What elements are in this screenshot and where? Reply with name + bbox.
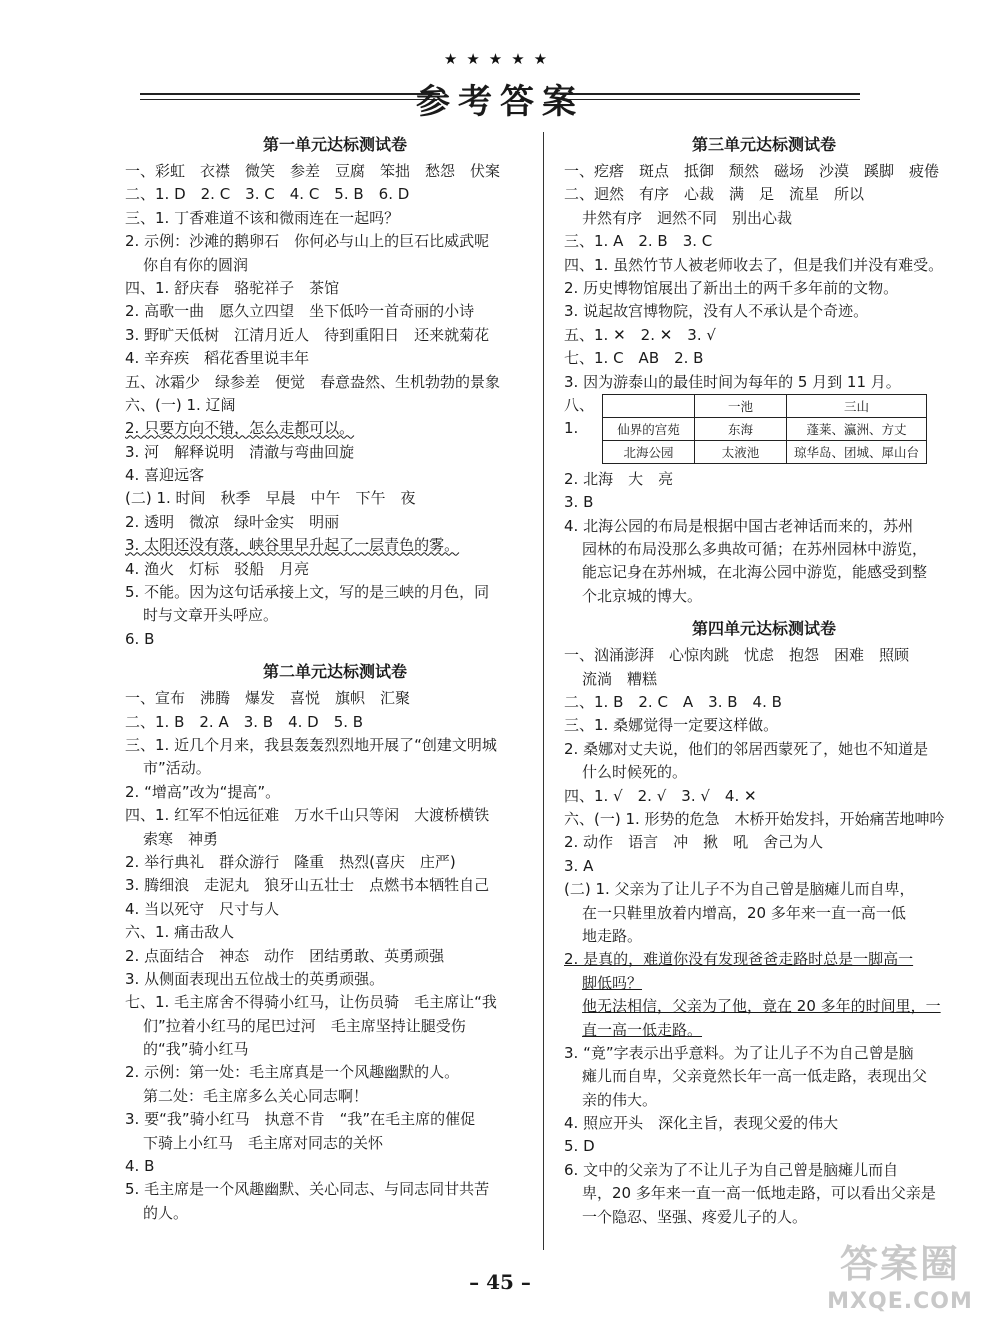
answer-line: 七、1. 毛主席舍不得骑小红马，让伤员骑 毛主席让“我: [125, 993, 497, 1012]
answer-line: 5. 毛主席是一个风趣幽默、关心同志、与同志同甘共苦: [125, 1180, 490, 1199]
answer-line: 5. D: [564, 1137, 595, 1156]
answer-line: 三、1. A 2. B 3. C: [564, 232, 713, 251]
answer-line: 2. 北海 大 亮: [564, 469, 674, 488]
answer-line: 2. 点面结合 神态 动作 团结勇敢、英勇顽强: [125, 946, 445, 965]
answer-line: 索寒 神勇: [143, 829, 219, 848]
answer-line: 3. B: [564, 493, 594, 512]
answer-line: 2. “增高”改为“提高”。: [125, 782, 281, 801]
answer-line: 园林的布局没那么多典故可循；在苏州园林中游览，: [582, 540, 928, 559]
answer-table: [602, 394, 927, 464]
right-column: [564, 130, 964, 1229]
watermark-text: 答案圈: [839, 1242, 960, 1286]
answer-line: 流淌 糟糕: [582, 669, 658, 688]
table-cell: [603, 394, 695, 417]
answer-line: 二、1. D 2. C 3. C 4. C 5. B 6. D: [125, 185, 410, 204]
answer-line: 3. A: [564, 856, 594, 875]
section-title-unit1: 第一单元达标测试卷: [262, 135, 407, 154]
answer-line: 卑，20 多年来一直一高一低地走路，可以看出父亲是: [582, 1184, 936, 1203]
answer-line: 2. 透明 微凉 绿叶金实 明丽: [125, 512, 340, 531]
answer-line: 2. 举行典礼 群众游行 隆重 热烈(喜庆 庄严): [125, 852, 456, 871]
table-cell: 一池: [695, 394, 787, 417]
answer-line: 3. 从侧面表现出五位战士的英勇顽强。: [125, 969, 385, 988]
answer-line: 5. 不能。因为这句话承接上文，写的是三峡的月色，同: [125, 583, 490, 602]
watermark-domain: MXQE.COM: [827, 1289, 973, 1314]
answer-line: 4. 喜迎远客: [125, 466, 205, 485]
answer-line: 六、1. 痛击敌人: [125, 923, 235, 942]
answer-line: 地走路。: [582, 926, 643, 945]
answer-line: 四、1. 舒庆春 骆驼祥子 茶馆: [125, 278, 340, 297]
answer-line: 四、1. 红军不怕远征难 万水千山只等闲 大渡桥横铁: [125, 806, 490, 825]
answer-line: 2. 动作 语言 冲 揪 吼 舍己为人: [564, 833, 824, 852]
answer-line: 二、迥然 有序 心裁 满 足 流星 所以: [564, 185, 865, 204]
answer-line: 4. B: [125, 1157, 155, 1176]
answer-line: 4. 照应开头 深化主旨，表现父爱的伟大: [564, 1114, 839, 1133]
answer-line: (二) 1. 父亲为了让儿子不为自己曾是脑瘫儿而自卑，: [564, 880, 915, 899]
answer-line: 二、1. B 2. C A 3. B 4. B: [564, 693, 782, 712]
answer-line: 七、1. C AB 2. B: [564, 349, 704, 368]
answer-line: 4. 渔火 灯标 驳船 月亮: [125, 559, 310, 578]
table-cell: 琼华岛、团城、犀山台: [787, 440, 927, 463]
answer-line: 一、彩虹 衣襟 微笑 参差 豆腐 笨拙 愁怨 伏案: [125, 162, 501, 180]
answer-line: 4. 辛弃疾 稻花香里说丰年: [125, 349, 310, 368]
watermark-logo: [820, 1240, 980, 1330]
answer-line: 时与文章开头呼应。: [143, 606, 279, 625]
answer-line: 你自有你的圆润: [143, 255, 249, 274]
answer-line: 3. 说起故宫博物院，没有人不承认是个奇迹。: [564, 302, 869, 321]
answer-line: 三、1. 近几个月来，我县轰轰烈烈地开展了“创建文明城: [125, 735, 497, 754]
answer-line: 2. 示例：第一处：毛主席真是一个风趣幽默的人。: [125, 1063, 460, 1082]
answer-line-underlined: 直一高一低走路。: [582, 1020, 703, 1039]
page-header: [140, 74, 860, 120]
answer-line: 3. “竟”字表示出乎意料。为了让儿子不为自己曾是脑: [564, 1043, 914, 1062]
answer-table-row: [564, 394, 964, 464]
answer-line: (二) 1. 时间 秋季 早晨 中午 下午 夜: [125, 489, 416, 508]
table-cell: 三山: [787, 394, 927, 417]
answer-line: 3. 河 解释说明 清澈与弯曲回旋: [125, 442, 355, 461]
table-cell: 东海: [695, 417, 787, 440]
answer-line-underlined: 3. 太阳还没有落，峡谷里早升起了一层青色的雾。: [125, 536, 460, 555]
answer-line: 一、疙瘩 斑点 抵御 颓然 磁场 沙漠 蹊脚 疲倦: [564, 162, 940, 180]
answer-line: 的“我”骑小红马: [143, 1040, 249, 1059]
answer-line: 二、1. B 2. A 3. B 4. D 5. B: [125, 712, 364, 731]
answer-line: 2. 高歌一曲 愿久立四望 坐下低吟一首奇丽的小诗: [125, 302, 475, 321]
decorative-stars: ★★★★★: [443, 50, 557, 68]
answer-line: 四、1. 虽然竹节人被老师收去了，但是我们并没有难受。: [564, 255, 944, 274]
answer-line: 五、冰霜少 绿参差 便觉 春意盎然、生机勃勃的景象: [125, 372, 501, 391]
answer-line: 3. 因为游泰山的最佳时间为每年的 5 月到 11 月。: [564, 372, 901, 391]
answer-line: 瘫儿而自卑，父亲竟然长年一高一低走路，表现出父: [582, 1067, 928, 1086]
answer-line-underlined: 2. 是真的，难道你没有发现爸爸走路时总是一脚高一: [564, 950, 914, 969]
answer-line: 个北京城的博大。: [582, 586, 703, 605]
section-title-unit3: 第三单元达标测试卷: [691, 135, 836, 154]
answer-line-underlined: 2. 只要方向不错，怎么走都可以。: [125, 419, 355, 438]
answer-line: 一、宣布 沸腾 爆发 喜悦 旗帜 汇聚: [125, 689, 411, 708]
answer-line: 市”活动。: [143, 759, 211, 778]
answer-line: 3. 野旷天低树 江清月近人 待到重阳日 还来就菊花: [125, 325, 490, 344]
answer-line: 2. 历史博物馆展出了新出土的两千多年前的文物。: [564, 278, 899, 297]
answer-line: 2. 桑娜对丈夫说，他们的邻居西蒙死了，她也不知道是: [564, 739, 929, 758]
table-lead-label: 八、1.: [564, 395, 595, 437]
answer-line: 第二处：毛主席多么关心同志啊！: [143, 1086, 369, 1105]
answer-line: 三、1. 丁香难道不该和微雨连在一起吗？: [125, 208, 400, 227]
answer-line: 6. 文中的父亲为了不让儿子为自己曾是脑瘫儿而自: [564, 1160, 899, 1179]
answer-line: 4. 北海公园的布局是根据中国古老神话而来的，苏州: [564, 516, 914, 535]
answer-line: 五、1. ✕ 2. ✕ 3. √: [564, 325, 716, 344]
answer-line: 什么时候死的。: [582, 763, 688, 782]
table-cell: 太液池: [695, 440, 787, 463]
answer-line: 六、(一) 1. 辽阔: [125, 395, 236, 414]
answer-line: 能忘记身在苏州城，在北海公园中游览，能感受到整: [582, 563, 928, 582]
page-title: 参考答案: [416, 82, 584, 122]
answer-line: 三、1. 桑娜觉得一定要这样做。: [564, 716, 779, 735]
answer-line: 一个隐忍、坚强、疼爱儿子的人。: [582, 1207, 808, 1226]
table-cell: 仙界的宫苑: [603, 417, 695, 440]
section-title-unit4: 第四单元达标测试卷: [691, 619, 836, 639]
answer-line: 3. 腾细浪 走泥丸 狼牙山五壮士 点燃书本牺牲自己: [125, 876, 490, 895]
answer-line: 井然有序 迥然不同 别出心裁: [582, 208, 793, 227]
answer-line: 六、(一) 1. 形势的危急 木桥开始发抖，开始痛苦地呻吟: [564, 809, 945, 828]
answer-line: 四、1. √ 2. √ 3. √ 4. ✕: [564, 786, 757, 805]
answer-line-underlined: 脚低吗？: [582, 973, 643, 992]
section-title-unit2: 第二单元达标测试卷: [262, 662, 407, 682]
answer-line: 4. 当以死守 尺寸与人: [125, 899, 280, 918]
left-column: [125, 130, 545, 1225]
table-cell: 蓬莱、瀛洲、方丈: [787, 417, 927, 440]
answer-line: 3. 要“我”骑小红马 执意不肯 “我”在毛主席的催促: [125, 1110, 476, 1129]
answer-line: 的人。: [143, 1203, 189, 1222]
table-cell: 北海公园: [603, 440, 695, 463]
answer-line: 2. 示例：沙滩的鹅卵石 你何必与山上的巨石比威武呢: [125, 232, 490, 251]
answer-line: 6. B: [125, 629, 155, 648]
answer-line: 亲的伟大。: [582, 1090, 658, 1109]
answer-line: 下骑上小红马 毛主席对同志的关怀: [143, 1133, 384, 1152]
answer-line: 一、汹涌澎湃 心惊肉跳 忧虑 抱怨 困难 照顾: [564, 646, 910, 665]
answer-line-underlined: 他无法相信，父亲为了他，竟在 20 多年的时间里，一: [582, 997, 941, 1016]
answer-line: 在一只鞋里放着内增高，20 多年来一直一高一低: [582, 903, 906, 922]
answer-line: 们”拉着小红马的尾巴过河 毛主席坚持让腿受伤: [143, 1016, 466, 1035]
page-number: – 45 –: [469, 1270, 531, 1294]
